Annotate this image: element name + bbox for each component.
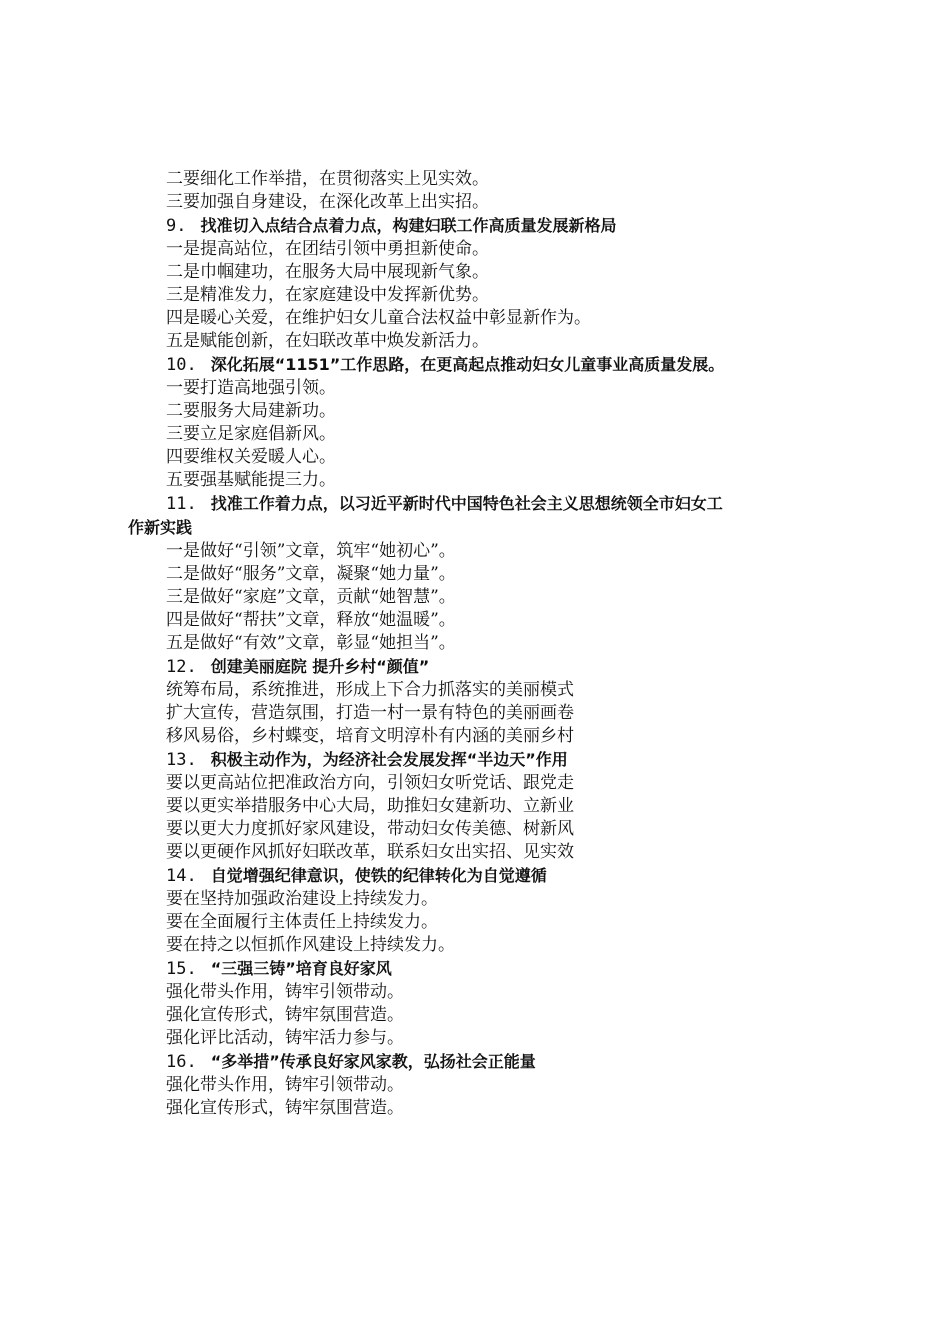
list-item: 五是做好“有效”文章，彰显“她担当”。: [166, 633, 456, 653]
list-item: 二要细化工作举措，在贯彻落实上见实效。: [166, 169, 489, 189]
list-item: 四要维权关爱暖人心。: [166, 447, 336, 467]
section-title: 找准切入点结合点着力点，构建妇联工作高质量发展新格局: [200, 216, 617, 235]
list-item: 一要打造高地强引领。: [166, 378, 336, 398]
section-heading: [0, 492, 830, 540]
section-heading: [0, 864, 950, 888]
list-item: 强化带头作用，铸牢引领带动。: [166, 982, 404, 1002]
section-title: 找准工作着力点，以习近平新时代中国特色社会主义思想统领全市妇女工: [210, 494, 723, 513]
section-heading: [0, 353, 950, 377]
section-title-continued: 作新实践: [128, 518, 193, 537]
list-item: 要以更高站位把准政治方向，引领妇女听党话、跟党走: [166, 773, 574, 793]
section-number: 12.: [166, 657, 197, 677]
section-number: 13.: [166, 750, 197, 770]
document-page: [0, 168, 950, 1120]
list-item: 要在持之以恒抓作风建设上持续发力。: [166, 935, 455, 955]
list-item: 要以更硬作风抓好妇联改革，联系妇女出实招、见实效: [166, 842, 574, 862]
section-number: 16.: [166, 1052, 197, 1072]
section-title: 积极主动作为，为经济社会发展发挥“半边天”作用: [210, 750, 568, 769]
list-item: 二要服务大局建新功。: [166, 401, 336, 421]
list-item: 一是提高站位，在团结引领中勇担新使命。: [166, 239, 489, 259]
section-heading: [0, 957, 950, 981]
list-item: 强化带头作用，铸牢引领带动。: [166, 1075, 404, 1095]
list-item: 要在坚持加强政治建设上持续发力。: [166, 889, 438, 909]
list-item: 强化宣传形式，铸牢氛围营造。: [166, 1098, 404, 1118]
list-item: 三要立足家庭倡新风。: [166, 424, 336, 444]
section-title: 创建美丽庭院 提升乡村“颜值”: [210, 657, 430, 676]
list-item: 扩大宣传，营造氛围，打造一村一景有特色的美丽画卷: [166, 703, 574, 723]
list-item: 移风易俗，乡村蝶变，培育文明淳朴有内涵的美丽乡村: [166, 726, 574, 746]
list-item: 要以更大力度抓好家风建设，带动妇女传美德、树新风: [166, 819, 574, 839]
section-number: 11.: [166, 494, 197, 514]
list-item: 统筹布局，系统推进，形成上下合力抓落实的美丽模式: [166, 680, 574, 700]
list-item: 五要强基赋能提三力。: [166, 470, 336, 490]
list-item: 强化宣传形式，铸牢氛围营造。: [166, 1005, 404, 1025]
list-item: 三是精准发力，在家庭建设中发挥新优势。: [166, 285, 489, 305]
list-item: 一是做好“引领”文章，筑牢“她初心”。: [166, 541, 456, 561]
list-item: 三要加强自身建设，在深化改革上出实招。: [166, 192, 489, 212]
section-number: 9.: [166, 216, 187, 236]
section-heading: [0, 214, 950, 238]
list-item: 要在全面履行主体责任上持续发力。: [166, 912, 438, 932]
list-item: 五是赋能创新，在妇联改革中焕发新活力。: [166, 331, 489, 351]
list-item: 三是做好“家庭”文章，贡献“她智慧”。: [166, 587, 456, 607]
section-title: 深化拓展“1151”工作思路，在更高起点推动妇女儿童事业高质量发展。: [210, 355, 725, 374]
section-number: 14.: [166, 866, 197, 886]
section-number: 15.: [166, 959, 197, 979]
section-heading: [0, 1050, 950, 1074]
section-number: 10.: [166, 355, 197, 375]
list-item: 二是做好“服务”文章，凝聚“她力量”。: [166, 564, 456, 584]
section-title: “多举措”传承良好家风家教，弘扬社会正能量: [210, 1052, 536, 1071]
list-item: 二是巾帼建功，在服务大局中展现新气象。: [166, 262, 489, 282]
list-item: 要以更实举措服务中心大局，助推妇女建新功、立新业: [166, 796, 574, 816]
section-heading: [0, 655, 950, 679]
section-title: “三强三铸”培育良好家风: [210, 959, 392, 978]
list-item: 四是做好“帮扶”文章，释放“她温暖”。: [166, 610, 456, 630]
list-item: 强化评比活动，铸牢活力参与。: [166, 1028, 404, 1048]
section-title: 自觉增强纪律意识，使铁的纪律转化为自觉遵循: [210, 866, 547, 885]
list-item: 四是暖心关爱，在维护妇女儿童合法权益中彰显新作为。: [166, 308, 591, 328]
section-heading: [0, 748, 950, 772]
